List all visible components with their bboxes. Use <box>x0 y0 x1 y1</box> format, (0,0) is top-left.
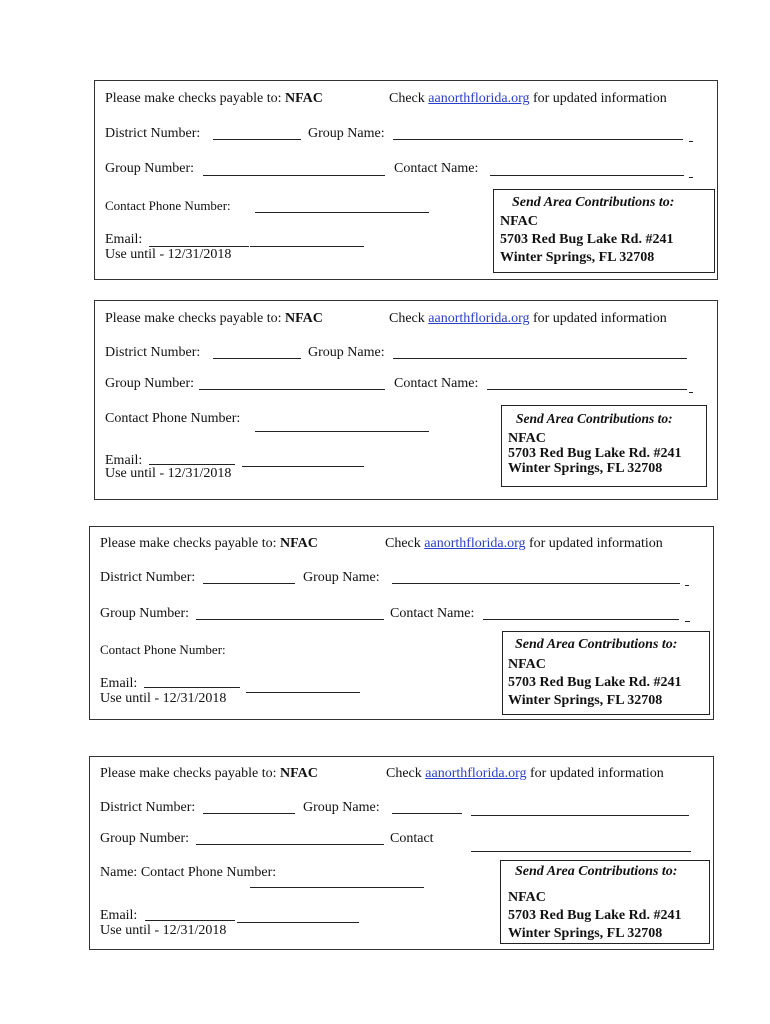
send-box-org: NFAC <box>508 890 546 905</box>
district-number-field[interactable] <box>203 583 295 584</box>
contact-phone-field[interactable] <box>255 431 429 432</box>
check-website-text: Check aanorthflorida.org for updated information <box>386 766 664 781</box>
email-label: Email: <box>100 908 138 923</box>
send-box-street: 5703 Red Bug Lake Rd. #241 <box>500 232 674 247</box>
group-name-field-end <box>685 585 689 586</box>
group-number-label: Group Number: <box>105 161 195 176</box>
email-label: Email: <box>100 676 138 691</box>
group-number-label: Group Number: <box>105 376 195 391</box>
use-until-text: Use until - 12/31/2018 <box>100 923 227 938</box>
group-name-field-b[interactable] <box>471 815 689 816</box>
group-name-label: Group Name: <box>303 800 380 815</box>
group-name-field[interactable] <box>392 583 680 584</box>
group-name-field-a[interactable] <box>392 813 462 814</box>
email-field-b[interactable] <box>242 466 364 467</box>
contact-name-field[interactable] <box>490 175 684 176</box>
send-box-city: Winter Springs, FL 32708 <box>508 693 663 708</box>
email-field-b[interactable] <box>250 246 364 247</box>
contact-name-field-end <box>685 621 690 622</box>
name-contact-phone-label: Name: Contact Phone Number: <box>100 865 277 880</box>
contact-name-label: Contact Name: <box>394 161 479 176</box>
contact-name-field-end <box>689 392 693 393</box>
group-number-field[interactable] <box>196 619 384 620</box>
group-number-field[interactable] <box>199 389 385 390</box>
contact-label: Contact <box>390 831 434 846</box>
send-box-address <box>508 431 681 476</box>
payable-label: Please make checks payable to: NFAC <box>105 91 323 106</box>
email-field-b[interactable] <box>237 922 359 923</box>
group-name-field-end <box>689 141 693 142</box>
use-until-text: Use until - 12/31/2018 <box>105 247 232 262</box>
send-box-city: Winter Springs, FL 32708 <box>508 926 663 941</box>
email-field-a[interactable] <box>149 464 235 465</box>
group-number-field[interactable] <box>203 175 385 176</box>
check-website-text: Check aanorthflorida.org for updated information <box>389 311 667 326</box>
payable-label: Please make checks payable to: NFAC <box>100 766 318 781</box>
district-number-label: District Number: <box>100 570 196 585</box>
use-until-text: Use until - 12/31/2018 <box>100 691 227 706</box>
send-box-org: NFAC <box>508 431 546 446</box>
send-box-header: Send Area Contributions to: <box>515 864 678 879</box>
district-number-label: District Number: <box>105 345 201 360</box>
email-label: Email: <box>105 453 143 468</box>
send-box-address <box>500 213 673 267</box>
group-name-label: Group Name: <box>303 570 380 585</box>
contribution-form-2 <box>94 300 718 500</box>
send-contributions-box <box>502 631 710 715</box>
contact-phone-label: Contact Phone Number: <box>105 411 241 426</box>
send-box-street: 5703 Red Bug Lake Rd. #241 <box>508 675 682 690</box>
email-field-a[interactable] <box>145 920 235 921</box>
contact-name-field[interactable] <box>487 389 687 390</box>
contact-name-field[interactable] <box>483 619 679 620</box>
contact-name-field[interactable] <box>471 851 691 852</box>
contact-phone-label: Contact Phone Number: <box>105 198 231 213</box>
district-number-field[interactable] <box>213 358 301 359</box>
district-number-label: District Number: <box>100 800 196 815</box>
group-name-label: Group Name: <box>308 345 385 360</box>
send-box-header: Send Area Contributions to: <box>512 195 675 210</box>
group-number-label: Group Number: <box>100 606 190 621</box>
check-website-text: Check aanorthflorida.org for updated information <box>389 91 667 106</box>
group-number-label: Group Number: <box>100 831 190 846</box>
website-link[interactable]: aanorthflorida.org <box>428 311 530 326</box>
contact-phone-label: Contact Phone Number: <box>100 642 226 657</box>
payee-name: NFAC <box>279 536 318 551</box>
send-box-header: Send Area Contributions to: <box>516 411 673 426</box>
send-box-org: NFAC <box>500 214 538 229</box>
website-link[interactable]: aanorthflorida.org <box>424 536 526 551</box>
check-website-text: Check aanorthflorida.org for updated information <box>385 536 663 551</box>
group-name-field[interactable] <box>393 358 687 359</box>
send-box-street: 5703 Red Bug Lake Rd. #241 <box>508 446 682 461</box>
send-box-city: Winter Springs, FL 32708 <box>500 250 655 265</box>
contact-name-label: Contact Name: <box>394 376 479 391</box>
payable-label: Please make checks payable to: NFAC <box>105 311 323 326</box>
contribution-form-4 <box>89 756 714 950</box>
district-number-field[interactable] <box>203 813 295 814</box>
payable-label: Please make checks payable to: NFAC <box>100 536 318 551</box>
email-field-a[interactable] <box>144 687 240 688</box>
contribution-form-3 <box>89 526 714 720</box>
send-box-street: 5703 Red Bug Lake Rd. #241 <box>508 908 682 923</box>
use-until-text: Use until - 12/31/2018 <box>105 466 232 481</box>
send-contributions-box <box>500 860 710 944</box>
send-box-org: NFAC <box>508 657 546 672</box>
email-label: Email: <box>105 232 143 247</box>
website-link[interactable]: aanorthflorida.org <box>428 91 530 106</box>
send-box-address <box>508 889 681 943</box>
contact-phone-field[interactable] <box>250 887 424 888</box>
send-box-header: Send Area Contributions to: <box>515 637 678 652</box>
payee-name: NFAC <box>284 311 323 326</box>
send-box-address <box>508 656 681 710</box>
contact-name-field-end <box>689 177 693 178</box>
website-link[interactable]: aanorthflorida.org <box>425 766 527 781</box>
contact-phone-field[interactable] <box>255 212 429 213</box>
payee-name: NFAC <box>284 91 323 106</box>
send-contributions-box <box>501 405 707 487</box>
send-box-city: Winter Springs, FL 32708 <box>508 461 663 476</box>
group-name-field[interactable] <box>393 139 683 140</box>
group-name-label: Group Name: <box>308 126 385 141</box>
district-number-label: District Number: <box>105 126 201 141</box>
payee-name: NFAC <box>279 766 318 781</box>
district-number-field[interactable] <box>213 139 301 140</box>
contact-name-label: Contact Name: <box>390 606 475 621</box>
email-field-b[interactable] <box>246 692 360 693</box>
contribution-form-1 <box>94 80 718 280</box>
send-contributions-box <box>493 189 715 273</box>
group-number-field[interactable] <box>196 844 384 845</box>
